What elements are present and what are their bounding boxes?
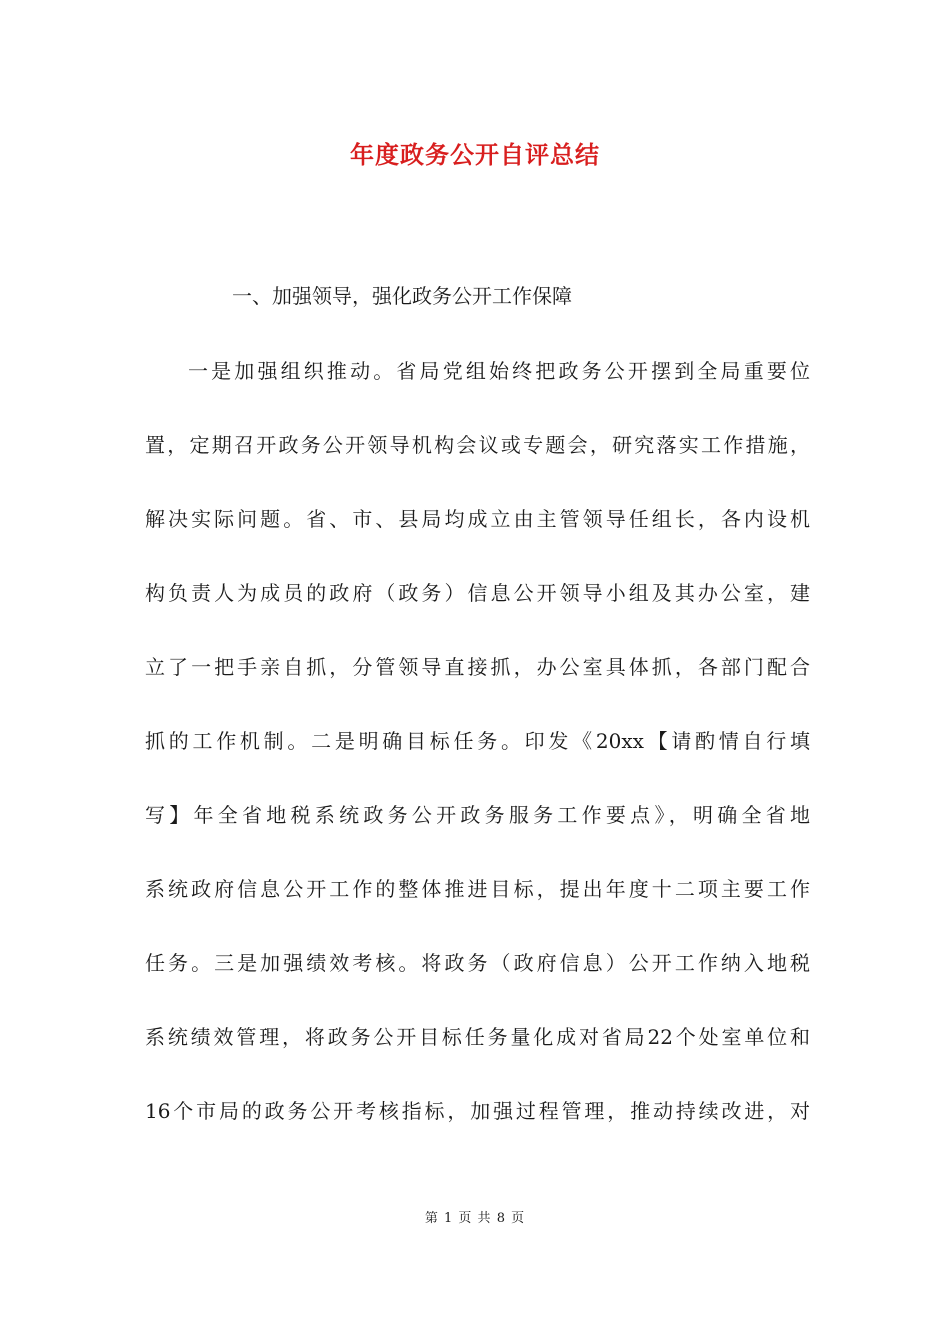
document-title: 年度政务公开自评总结 — [350, 141, 600, 169]
body-line: 抓的工作机制。二是明确目标任务。印发《20xx【请酌情自行填 — [145, 729, 810, 753]
body-line: 写】年全省地税系统政务公开政务服务工作要点》，明确全省地 — [145, 803, 810, 827]
body-line: 系统政府信息公开工作的整体推进目标，提出年度十二项主要工作 — [145, 877, 810, 901]
body-line: 解决实际问题。省、市、县局均成立由主管领导任组长，各内设机 — [145, 507, 810, 531]
body-line: 16个市局的政务公开考核指标，加强过程管理，推动持续改进，对 — [145, 1099, 810, 1123]
body-line: 立了一把手亲自抓，分管领导直接抓，办公室具体抓，各部门配合 — [145, 655, 810, 679]
body-line: 任务。三是加强绩效考核。将政务（政府信息）公开工作纳入地税 — [145, 951, 810, 975]
body-line: 系统绩效管理，将政务公开目标任务量化成对省局22个处室单位和 — [145, 1025, 810, 1049]
body-line: 置，定期召开政务公开领导机构会议或专题会，研究落实工作措施， — [145, 433, 810, 457]
section-heading: 一、加强领导，强化政务公开工作保障 — [232, 284, 572, 308]
body-line: 一是加强组织推动。省局党组始终把政务公开摆到全局重要位 — [188, 359, 810, 383]
page-footer: 第 1 页 共 8 页 — [424, 1211, 526, 1226]
body-line: 构负责人为成员的政府（政务）信息公开领导小组及其办公室，建 — [145, 581, 810, 605]
